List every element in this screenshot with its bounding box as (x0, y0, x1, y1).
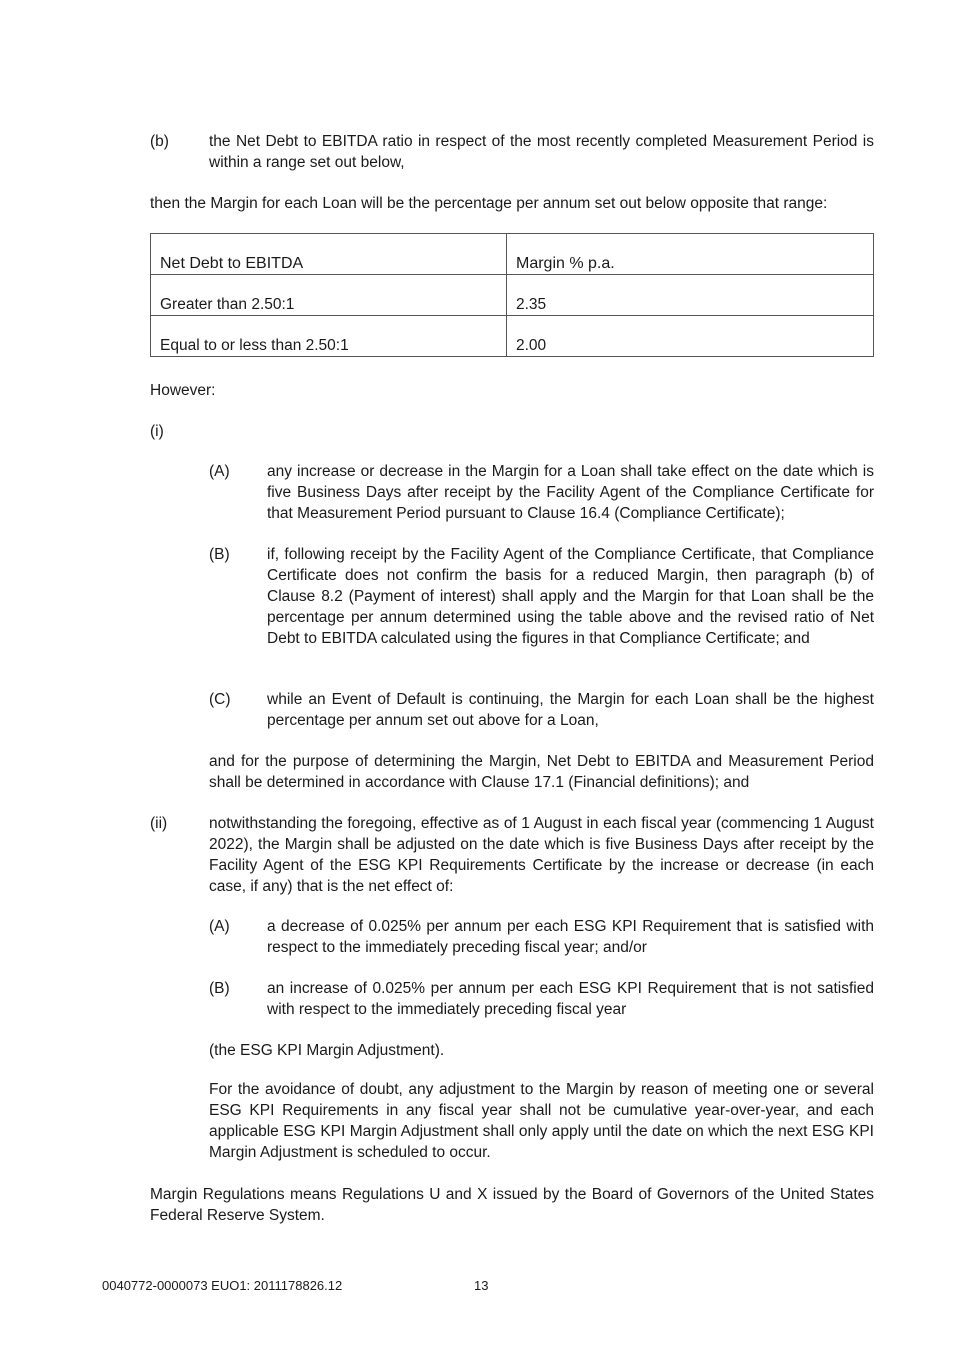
item-i-tail-text: and for the purpose of determining the Margin, Net Debt to EBITDA and Measurement Period shall be determined in accordance with Clause 17.1 (Financial definitions); and (209, 753, 874, 791)
avoidance-paragraph: For the avoidance of doubt, any adjustment to the Margin by reason of meeting one or several ESG KPI Requirements in any fiscal year shall not be cumulative year-over-year, and each applicable ESG KPI Margin Adjustment shall only apply until the date on which the next ESG KPI Margin Adjustment is scheduled to occur. (209, 1081, 874, 1161)
table-cell: Greater than 2.50:1 (151, 275, 507, 316)
table-row (151, 316, 874, 357)
item-i-a-label: (A) (209, 463, 230, 480)
margin-regulations-definition: Margin Regulations means Regulations U and X issued by the Board of Governors of the United States Federal Reserve System. (150, 1186, 874, 1224)
para-b-text: the Net Debt to EBITDA ratio in respect of the most recently completed Measurement Period is within a range set out below, (209, 133, 874, 171)
para-b-label: (b) (150, 133, 169, 150)
item-i-c-text: while an Event of Default is continuing, the Margin for each Loan shall be the highest percentage per annum set out above for a Loan, (267, 691, 874, 729)
intro-paragraph: then the Margin for each Loan will be the percentage per annum set out below opposite that range: (150, 195, 828, 212)
table-header-row (151, 234, 874, 275)
table-row (151, 275, 874, 316)
table-header-cell: Margin % p.a. (507, 234, 874, 275)
table-cell: 2.35 (507, 275, 874, 316)
item-ii-b-text: an increase of 0.025% per annum per each ESG KPI Requirement that is not satisfied with respect to the immediately preceding fiscal year (267, 980, 874, 1018)
esg-kpi-definition: (the ESG KPI Margin Adjustment). (209, 1042, 445, 1059)
table-cell: 2.00 (507, 316, 874, 357)
footer-doc-ref: 0040772-0000073 EUO1: 2011178826.12 (102, 1278, 343, 1293)
item-i-a-text: any increase or decrease in the Margin for a Loan shall take effect on the date which is five Business Days after receipt by the Facility Agent of the Compliance Certificate for that Measurement Period pursuant to Clause 16.4 (Compliance Certificate); (267, 463, 874, 522)
item-ii-b-label: (B) (209, 980, 230, 997)
footer-page-number: 13 (474, 1278, 489, 1293)
margin-table (150, 233, 874, 357)
item-ii-text: notwithstanding the foregoing, effective as of 1 August in each fiscal year (commencing 1 August 2022), the Margin shall be adjusted on the date which is five Business Days after receipt by the Facility Agent of the ESG KPI Requirements Certificate by the increase or decrease (in each case, if any) that is the net effect of: (209, 815, 874, 895)
however-heading: However: (150, 382, 216, 399)
item-ii-a-label: (A) (209, 918, 230, 935)
table-header-cell: Net Debt to EBITDA (151, 234, 507, 275)
table-cell: Equal to or less than 2.50:1 (151, 316, 507, 357)
item-i-label: (i) (150, 423, 164, 440)
item-ii-a-text: a decrease of 0.025% per annum per each ESG KPI Requirement that is satisfied with respect to the immediately preceding fiscal year; and/or (267, 918, 874, 956)
item-i-b-text: if, following receipt by the Facility Agent of the Compliance Certificate, that Compliance Certificate does not confirm the basis for a reduced Margin, then paragraph (b) of Clause 8.2 (Payment of interest) shall apply and the Margin for that Loan shall be the percentage per annum determined using the table above and the revised ratio of Net Debt to EBITDA calculated using the figures in that Compliance Certificate; and (267, 546, 874, 647)
item-i-b-label: (B) (209, 546, 230, 563)
item-i-c-label: (C) (209, 691, 231, 708)
item-ii-label: (ii) (150, 815, 168, 832)
